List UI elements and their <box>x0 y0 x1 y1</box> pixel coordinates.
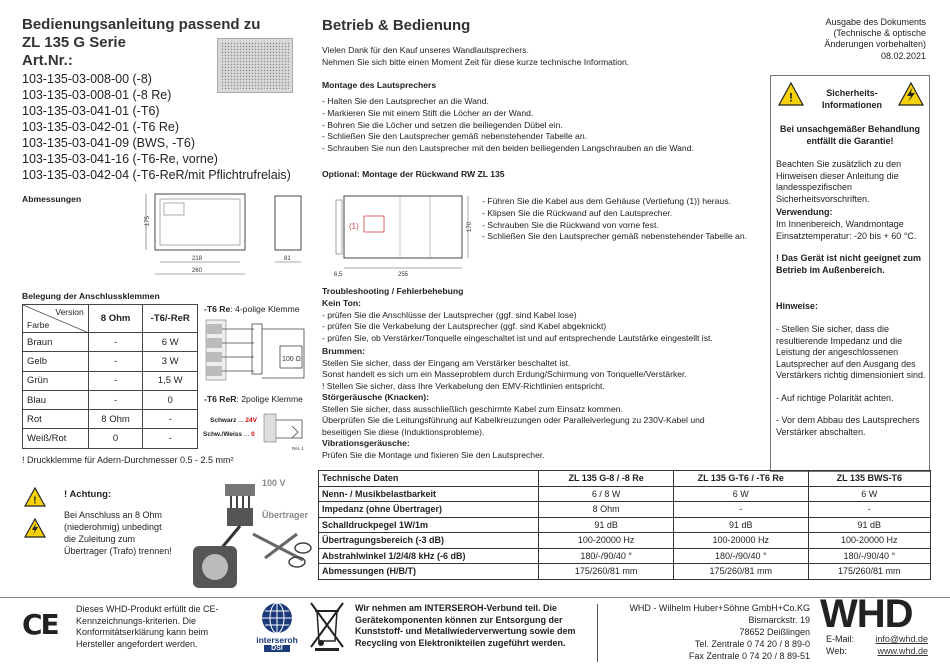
knacken-line: Überprüfen Sie die Leitungsführung auf Kabelkreuzungen oder Parallelverlegung zu 230V-Kabel und <box>322 415 705 426</box>
spec-cell: 100-20000 Hz <box>673 533 808 549</box>
spec-cell: 100-20000 Hz <box>808 533 930 549</box>
wiring-cell: - <box>88 333 143 352</box>
wiring-cell: - <box>88 390 143 409</box>
wiring-cell: 0 <box>143 390 198 409</box>
spec-cell: Impedanz (ohne Übertrager) <box>319 502 539 518</box>
edition-line: Änderungen vorbehalten) <box>824 39 926 50</box>
web-label: Web: <box>826 646 847 656</box>
spec-table <box>318 470 931 580</box>
globe-icon <box>250 601 304 635</box>
knacken-line: beseitigen Sie diese (Induktionsprobleme). <box>322 426 485 437</box>
achtung-text: Bei Anschluss an 8 Ohm (niederohmig) unbedingt die Zuleitung zum Übertrager (Trafo) trennen! <box>64 510 172 556</box>
spec-cell: 91 dB <box>539 517 674 533</box>
vibration-title: Vibrationsgeräusche: <box>322 438 410 448</box>
intro-line-1: Vielen Dank für den Kauf unseres Wandlautsprechers. <box>322 45 529 55</box>
mount-step: - Halten Sie den Lautsprecher an die Wand. <box>322 96 489 106</box>
edition-line: 08.02.2021 <box>880 50 926 61</box>
operation-title: Betrieb & Bedienung <box>322 17 471 34</box>
dimension-drawing <box>140 186 310 286</box>
spec-header-cell: Technische Daten <box>319 471 539 487</box>
dim-width2-label: 260 <box>192 268 203 274</box>
web-link[interactable]: www.whd.de <box>877 646 928 656</box>
recycle-text: Wir nehmen am INTERSEROH-Verbund teil. Die Gerätekomponenten können zur Entsorgung der Kunststoff- und Metallwiederverwertung sowie dem Recycling von Elektronikteilen zugeführt werden. <box>355 603 576 648</box>
svg-text:!: ! <box>789 90 793 105</box>
art-number: 103-135-03-042-01 (-T6 Re) <box>22 120 180 134</box>
hinweise-list <box>776 324 926 449</box>
optional-step: - Klipsen Sie die Rückwand auf den Lautsprecher. <box>482 207 673 218</box>
wiring-row <box>23 371 198 390</box>
spec-cell: 175/260/81 mm <box>808 564 930 580</box>
schwarz-row: Schwarz ... 24V <box>210 417 257 424</box>
mount-step: - Markieren Sie mit einem Stift die Löcher an der Wand. <box>322 107 534 118</box>
t6re-diagram <box>204 316 314 388</box>
wiring-cell: Grün <box>23 371 89 390</box>
wiring-cell: Rot <box>23 410 89 429</box>
wiring-title: Belegung der Anschlussklemmen <box>22 291 160 301</box>
verwendung-line: Einsatztemperatur: -20 bis + 60 °C. <box>776 230 917 241</box>
dim-width1-label: 218 <box>192 256 203 262</box>
ce-text: Dieses WHD-Produkt erfüllt die CE-Kennzeichnungs-kriterien. Die Konformitätserklärung kann beim Hersteller angefordert werden. <box>76 604 219 649</box>
verwendung-title: Verwendung: <box>776 207 833 217</box>
spec-cell: 175/260/81 mm <box>539 564 674 580</box>
wiring-cell: Weiß/Rot <box>23 429 89 448</box>
spec-cell: Schalldruckpegel 1W/1m <box>319 517 539 533</box>
spec-cell: 6 W <box>673 486 808 502</box>
brummen-title: Brummen: <box>322 346 365 356</box>
ce-mark: CE <box>22 608 58 641</box>
contact-labels <box>826 633 854 657</box>
spec-header-cell: ZL 135 G-8 / -8 Re <box>539 471 674 487</box>
footer-vdivider <box>597 604 598 662</box>
mount-title: Montage des Lautsprechers <box>322 80 437 90</box>
spec-cell: 6 W <box>808 486 930 502</box>
kein-ton-title: Kein Ton: <box>322 298 361 308</box>
art-number: 103-135-03-042-04 (-T6-ReR/mit Pflichtrufrelais) <box>22 168 291 182</box>
optional-step: - Schließen Sie den Lautsprecher gemäß nebenstehender Tabelle an. <box>482 231 747 242</box>
spec-cell: - <box>673 502 808 518</box>
rw-label-one: (1) <box>349 222 359 231</box>
schwweiss-label: Schw./Weiss <box>203 431 243 438</box>
kein-ton-line: - prüfen Sie, ob Verstärker/Tonquelle eingeschaltet ist und auf entsprechende Lautstärke eingestellt ist. <box>322 332 713 343</box>
speaker-photo <box>217 38 293 93</box>
hinweis-item: - Vor dem Abbau des Lautsprechers Verstärker abschalten. <box>776 415 920 437</box>
verwendung-line: Im Innenbereich, Wandmontage <box>776 219 904 229</box>
company-name: WHD - Wilhelm Huber+Söhne GmbH+Co.KG <box>629 603 810 613</box>
wiring-cell: - <box>88 352 143 371</box>
spec-cell: Übertragungsbereich (-3 dB) <box>319 533 539 549</box>
t6rer-label <box>204 394 303 405</box>
brummen-line: Sonst handelt es sich um ein Masseproblem durch Erdung/Schirmung von Tonquelle/Verstärker. <box>322 369 687 380</box>
optional-step: - Schrauben Sie die Rückwand von vorne fest. <box>482 219 659 230</box>
spec-cell: 180/-/90/40 ° <box>808 548 930 564</box>
wiring-row <box>23 352 198 371</box>
transformer-illustration <box>185 474 315 594</box>
t6re-label <box>204 304 300 315</box>
schwweiss-val: 0 <box>251 431 255 438</box>
optional-title: Optional: Montage der Rückwand RW ZL 135 <box>322 169 505 179</box>
mount-steps <box>322 96 694 155</box>
header-farbe: Farbe <box>27 320 50 330</box>
vibration-lines <box>322 450 545 461</box>
uebertrager-label: Übertrager <box>262 510 309 520</box>
company-block <box>600 602 810 662</box>
knacken-line: Stellen Sie sicher, dass ausschließlich geschirmte Kabel zum Einsatz kommen. <box>322 404 623 414</box>
vibration-line: Prüfen Sie die Montage und fixieren Sie den Lautsprecher. <box>322 450 545 460</box>
spec-cell: Abstrahlwinkel 1/2/4/8 kHz (-6 dB) <box>319 548 539 564</box>
kein-ton-lines <box>322 310 713 344</box>
spec-cell: - <box>808 502 930 518</box>
wiring-cell: 1,5 W <box>143 371 198 390</box>
relay-diagram <box>262 410 318 454</box>
safety-title: Sicherheits- Informationen <box>822 88 882 110</box>
verwendung-lines <box>776 219 916 242</box>
dsi-label: DSI <box>264 645 290 652</box>
wiring-cell: 8 Ohm <box>88 410 143 429</box>
edition-line: (Technische & optische <box>833 28 926 39</box>
intro-line-2: Nehmen Sie sich bitte einen Moment Zeit für diese kurze technische Information. <box>322 57 630 67</box>
wiring-cell: - <box>88 371 143 390</box>
wiring-cell: Braun <box>23 333 89 352</box>
spec-row <box>319 548 931 564</box>
achtung-title: ! Achtung: <box>64 489 112 500</box>
warning-icon <box>24 487 46 507</box>
optional-step: - Führen Sie die Kabel aus dem Gehäuse (Vertiefung (1)) heraus. <box>482 196 731 206</box>
wiring-row <box>23 390 198 409</box>
spec-row <box>319 517 931 533</box>
safety-warning-icon <box>778 82 804 106</box>
wiring-cell: 6 W <box>143 333 198 352</box>
hinweise-title: Hinweise: <box>776 301 819 311</box>
wiring-cell: - <box>143 410 198 429</box>
t6rer-label-text: : 2polige Klemme <box>236 394 303 404</box>
wiring-row <box>23 429 198 448</box>
schwarz-val: 24V <box>245 417 257 424</box>
spec-cell: 175/260/81 mm <box>673 564 808 580</box>
optional-steps <box>482 196 747 243</box>
relay-label: Rel. 1 <box>292 446 304 451</box>
dimensions-title: Abmessungen <box>22 194 82 204</box>
rear-panel-drawing <box>330 190 480 278</box>
header-version: Version <box>55 307 84 317</box>
schwweiss-row: Schw./Weiss ... 0 <box>203 431 255 438</box>
spec-row <box>319 486 931 502</box>
spec-cell: 91 dB <box>808 517 930 533</box>
dim-depth-label: 81 <box>284 256 291 262</box>
art-number: 103-135-03-008-00 (-8) <box>22 72 152 86</box>
wiring-row <box>23 410 198 429</box>
footer-divider <box>0 597 950 598</box>
schwarz-label: Schwarz <box>210 417 237 424</box>
artnr-label: Art.Nr.: <box>22 52 73 69</box>
spec-header-row <box>319 471 931 487</box>
spec-cell: Nenn- / Musikbelastbarkeit <box>319 486 539 502</box>
safety-electric-icon <box>898 82 924 106</box>
knacken-lines <box>322 404 705 438</box>
wiring-cell: Gelb <box>23 352 89 371</box>
whd-logo: WHD <box>820 592 913 636</box>
company-city: 78652 Deißlingen <box>739 627 810 637</box>
mount-step: - Schrauben Sie nun den Lautsprecher mit den beiden beiliegenden Langschrauben an die Wand. <box>322 143 694 154</box>
header-col1: 8 Ohm <box>88 305 143 333</box>
terminal-note: ! Druckklemme für Adern-Durchmesser 0.5 - 2.5 mm² <box>22 455 234 465</box>
brummen-line: Stellen Sie sicher, dass der Eingang am Verstärker beschaltet ist. <box>322 358 571 368</box>
wiring-cell: Blau <box>23 390 89 409</box>
wiring-row <box>23 333 198 352</box>
company-tel: Tel. Zentrale 0 74 20 / 8 89-0 <box>694 639 810 649</box>
email-label: E-Mail: <box>826 634 855 644</box>
spec-cell: 6 / 8 W <box>539 486 674 502</box>
spec-row <box>319 502 931 518</box>
v100-label: 100 V <box>262 478 286 488</box>
header-col2: -T6/-ReR <box>143 305 198 333</box>
spec-header-cell: ZL 135 G-T6 / -T6 Re <box>673 471 808 487</box>
edition-line: Ausgabe des Dokuments <box>825 17 926 27</box>
art-number: 103-135-03-041-01 (-T6) <box>22 104 160 118</box>
mount-step: - Bohren Sie die Löcher und setzen die beiliegenden Dübel ein. <box>322 119 563 130</box>
trouble-title: Troubleshooting / Fehlerbehebung <box>322 286 464 296</box>
company-street: Bismarckstr. 19 <box>748 615 810 625</box>
spec-cell: 180/-/90/40 ° <box>539 548 674 564</box>
email-link[interactable]: info@whd.de <box>875 634 928 644</box>
electric-warning-icon <box>24 518 46 538</box>
wiring-cell: 3 W <box>143 352 198 371</box>
weee-bin-icon <box>309 601 345 651</box>
svg-text:!: ! <box>33 495 37 507</box>
nicht-geeignet: ! Das Gerät ist nicht geeignet zum Betrieb im Außenbereich. <box>776 253 922 275</box>
title-line-2: ZL 135 G Serie <box>22 34 126 51</box>
spec-row <box>319 564 931 580</box>
title-line-1: Bedienungsanleitung passend zu <box>22 16 261 33</box>
t6rer-label-bold: -T6 ReR <box>204 394 237 404</box>
spec-cell: 180/-/90/40 ° <box>673 548 808 564</box>
art-number: 103-135-03-008-01 (-8 Re) <box>22 88 172 102</box>
hinweis-item: - Stellen Sie sicher, dass die resultierende Impedanz und die Leistung der angeschlossenen Lautsprecher auf den Ausgang des Verstärkers richtig dimensioniert sind. <box>776 324 926 380</box>
company-fax: Fax Zentrale 0 74 20 / 8 89-51 <box>688 651 810 661</box>
brummen-line: ! Stellen Sie sicher, dass Ihre Verkabelung den EMV-Richtlinien entspricht. <box>322 380 605 391</box>
spec-cell: 100-20000 Hz <box>539 533 674 549</box>
spec-row <box>319 533 931 549</box>
art-number: 103-135-03-041-16 (-T6-Re, vorne) <box>22 152 218 166</box>
t6re-label-bold: -T6 Re <box>204 304 231 314</box>
kein-ton-line: - prüfen Sie die Verkabelung der Lautsprecher (ggf. sind Kabel abgeknickt) <box>322 321 607 332</box>
ohm-label: 100 Ω <box>282 356 301 363</box>
wiring-cell: 0 <box>88 429 143 448</box>
knacken-title: Störgeräusche (Knacken): <box>322 392 429 402</box>
t6re-label-text: : 4-polige Klemme <box>230 304 300 314</box>
kein-ton-line: - prüfen Sie die Anschlüsse der Lautsprecher (ggf. sind Kabel lose) <box>322 310 577 320</box>
wiring-table <box>22 304 198 449</box>
rw-label-height: 170 <box>467 221 473 232</box>
spec-header-cell: ZL 135 BWS-T6 <box>808 471 930 487</box>
dim-height-label: 175 <box>145 215 151 226</box>
grille-pattern <box>218 39 292 92</box>
wiring-header-row <box>23 305 198 333</box>
spec-cell: Abmessungen (H/B/T) <box>319 564 539 580</box>
interseroh-label: interseroh <box>256 635 298 645</box>
beachten-text: Beachten Sie zusätzlich zu den Hinweisen dieser Anleitung die landesspezifischen Sicherheitsvorschriften. <box>776 159 902 204</box>
wiring-cell: - <box>143 429 198 448</box>
art-number: 103-135-03-041-09 (BWS, -T6) <box>22 136 195 150</box>
spec-cell: 8 Ohm <box>539 502 674 518</box>
mount-step: - Schließen Sie den Lautsprecher gemäß nebenstehender Tabelle an. <box>322 131 587 142</box>
brummen-lines <box>322 358 687 392</box>
rw-label-width: 255 <box>398 272 409 278</box>
interseroh-logo <box>250 601 304 651</box>
contact-links <box>860 633 928 657</box>
hinweis-item: - Auf richtige Polarität achten. <box>776 392 894 403</box>
spec-cell: 91 dB <box>673 517 808 533</box>
garantie-text: Bei unsachgemäßer Behandlung entfällt die Garantie! <box>779 124 921 146</box>
document-edition <box>824 17 926 62</box>
rw-label-depth: 6,5 <box>334 272 343 278</box>
